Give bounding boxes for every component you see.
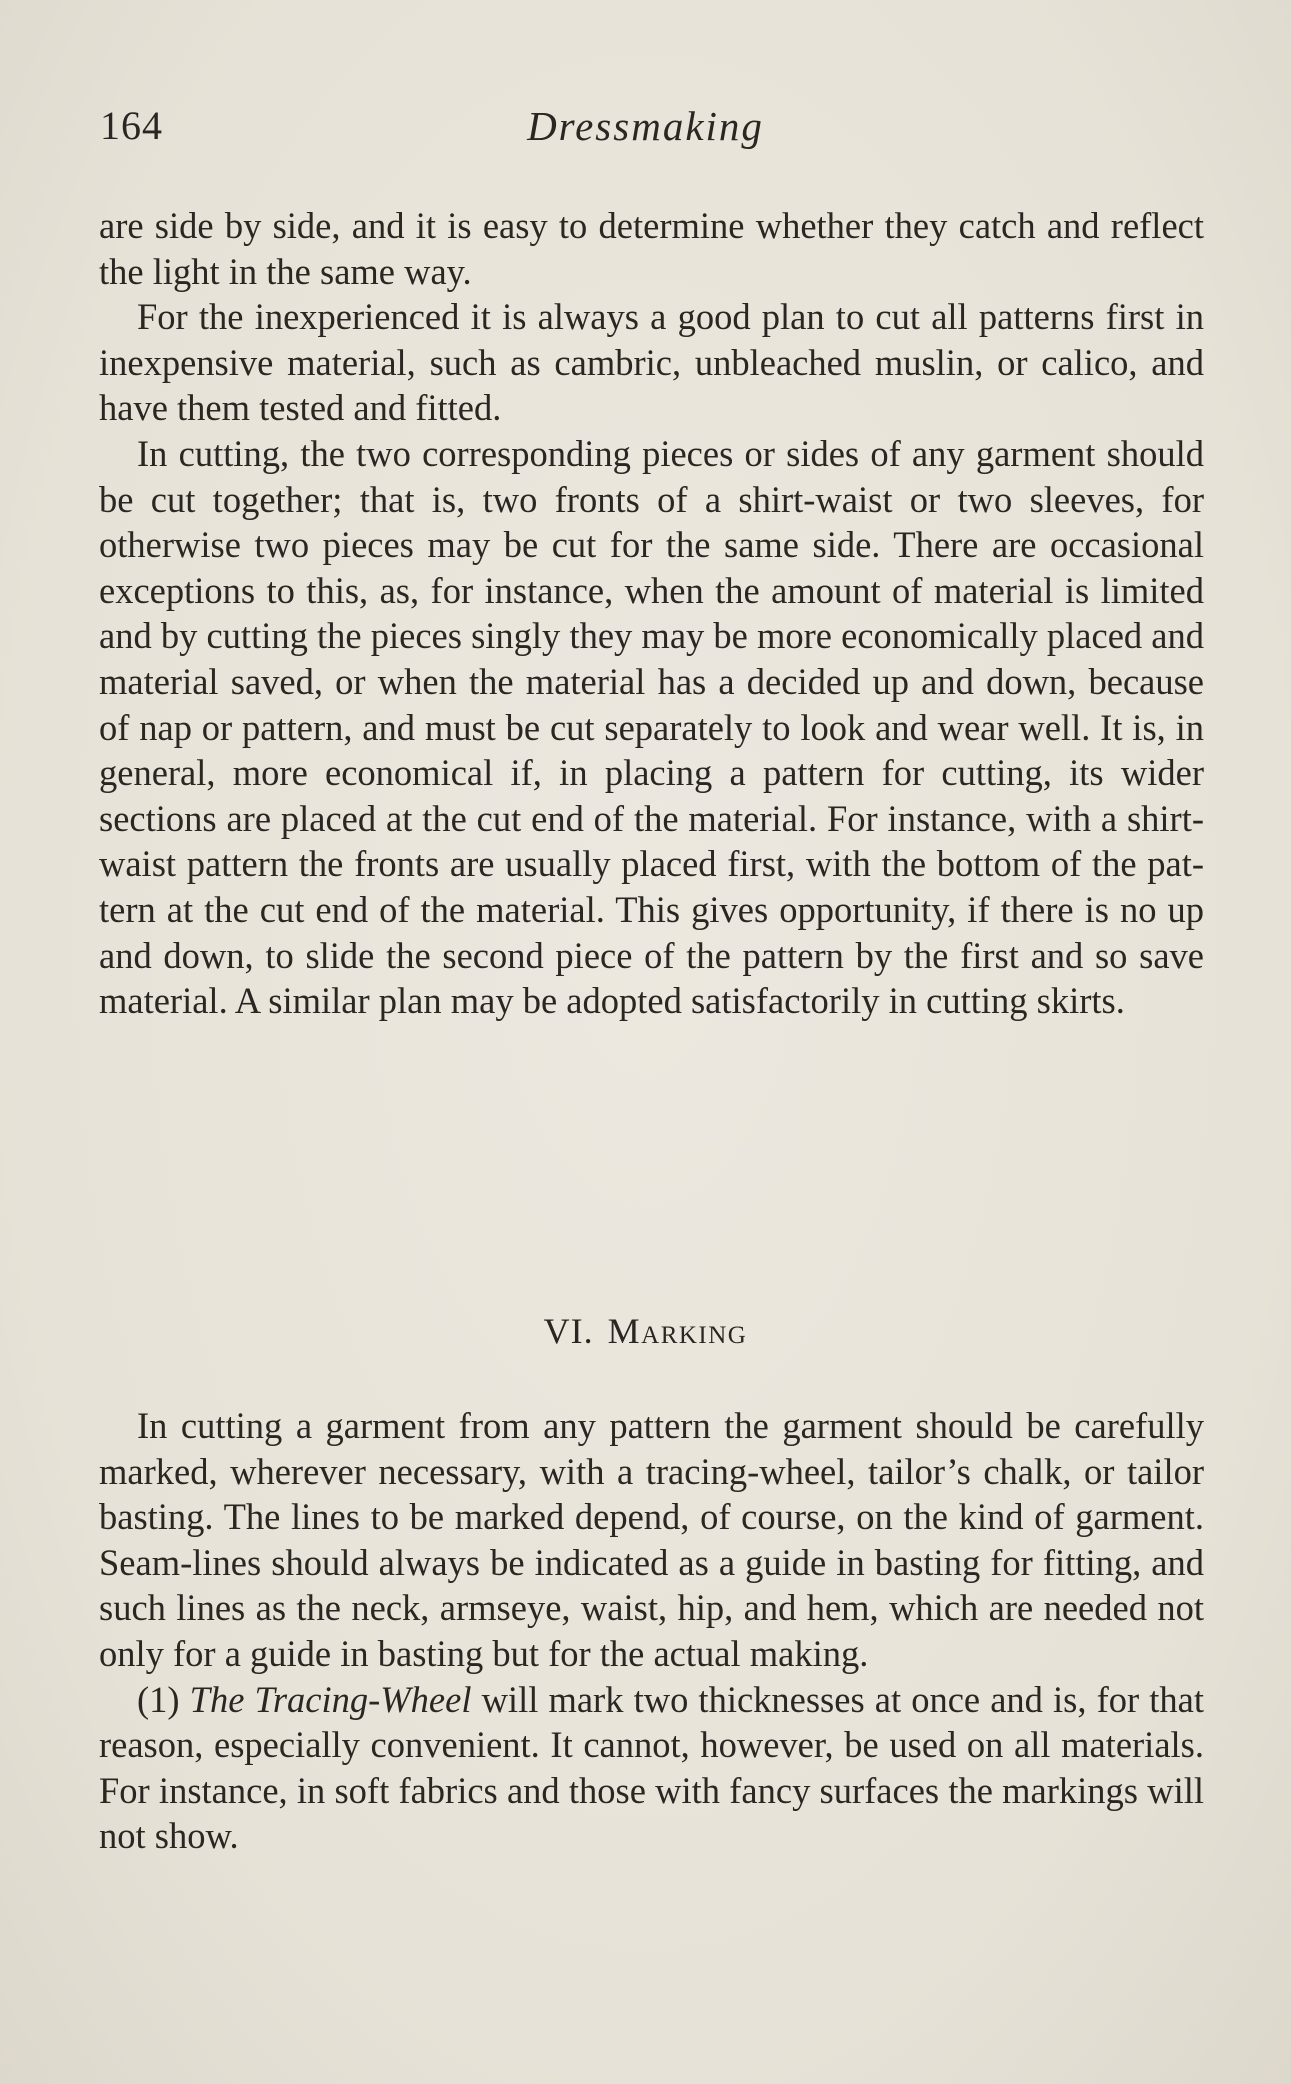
section-number: VI. xyxy=(543,1311,594,1351)
body-text-bottom xyxy=(99,1403,1204,1859)
list-number: (1) xyxy=(137,1678,180,1720)
paragraph-cutting: In cutting, the two corresponding pieces or sides of any garment should be cut together; that is, two fronts of a shirt-waist or two sleeves, for otherwise two pieces may be cut for the same side. There are occasional exceptions to this, as, for instance, when the amount of material is limited and by cutting the pieces singly they may be more economically placed and material saved, or when the material has a decided up and down, because of nap or pattern, and must be cut separately to look and wear well. It is, in general, more economical if, in placing a pattern for cutting, its wider sections are placed at the cut end of the material. For instance, with a shirt-waist pattern the fronts are usually placed first, with the bottom of the pattern at the cut end of the material. This gives opportunity, if there is no up and down, to slide the second piece of the pattern by the first and so save material. A similar plan may be adopted satisfactorily in cutting skirts. xyxy=(99,432,1204,1022)
tracing-wheel-text: will mark two thicknesses at once and is, for that reason, especially convenient. It cannot, however, be used on all materials. For instance, in soft fabrics and those with fancy surfaces the markings will not show. xyxy=(99,1678,1205,1857)
section-title: Marking xyxy=(607,1311,748,1351)
paragraph-marking: In cutting a garment from any pattern the garment should be carefully marked, wherever necessary, with a tracing-wheel, tailor’s chalk, or tailor basting. The lines to be marked depend, of course, on the kind of garment. Seam-lines should always be indicated as a guide in basting for fitting, and such lines as the neck, armseye, waist, hip, and hem, which are needed not only for a guide in basting but for the actual making. xyxy=(99,1405,1204,1674)
page-header xyxy=(100,102,1191,162)
paragraph-tracing-wheel xyxy=(99,1677,1204,1859)
page-number: 164 xyxy=(100,103,163,148)
paragraph-inexperienced: For the inexperienced it is always a good plan to cut all patterns first in inexpensive material, such as cambric, unbleached muslin, or calico, and have them tested and fitted. xyxy=(99,296,1204,429)
running-title: Dressmaking xyxy=(527,103,764,149)
body-text-top xyxy=(99,203,1204,1024)
section-heading xyxy=(0,1310,1291,1352)
term-tracing-wheel: The Tracing-Wheel xyxy=(189,1678,472,1720)
paragraph-continued: are side by side, and it is easy to determine whether they catch and reflect the light in the same way. xyxy=(99,205,1204,292)
